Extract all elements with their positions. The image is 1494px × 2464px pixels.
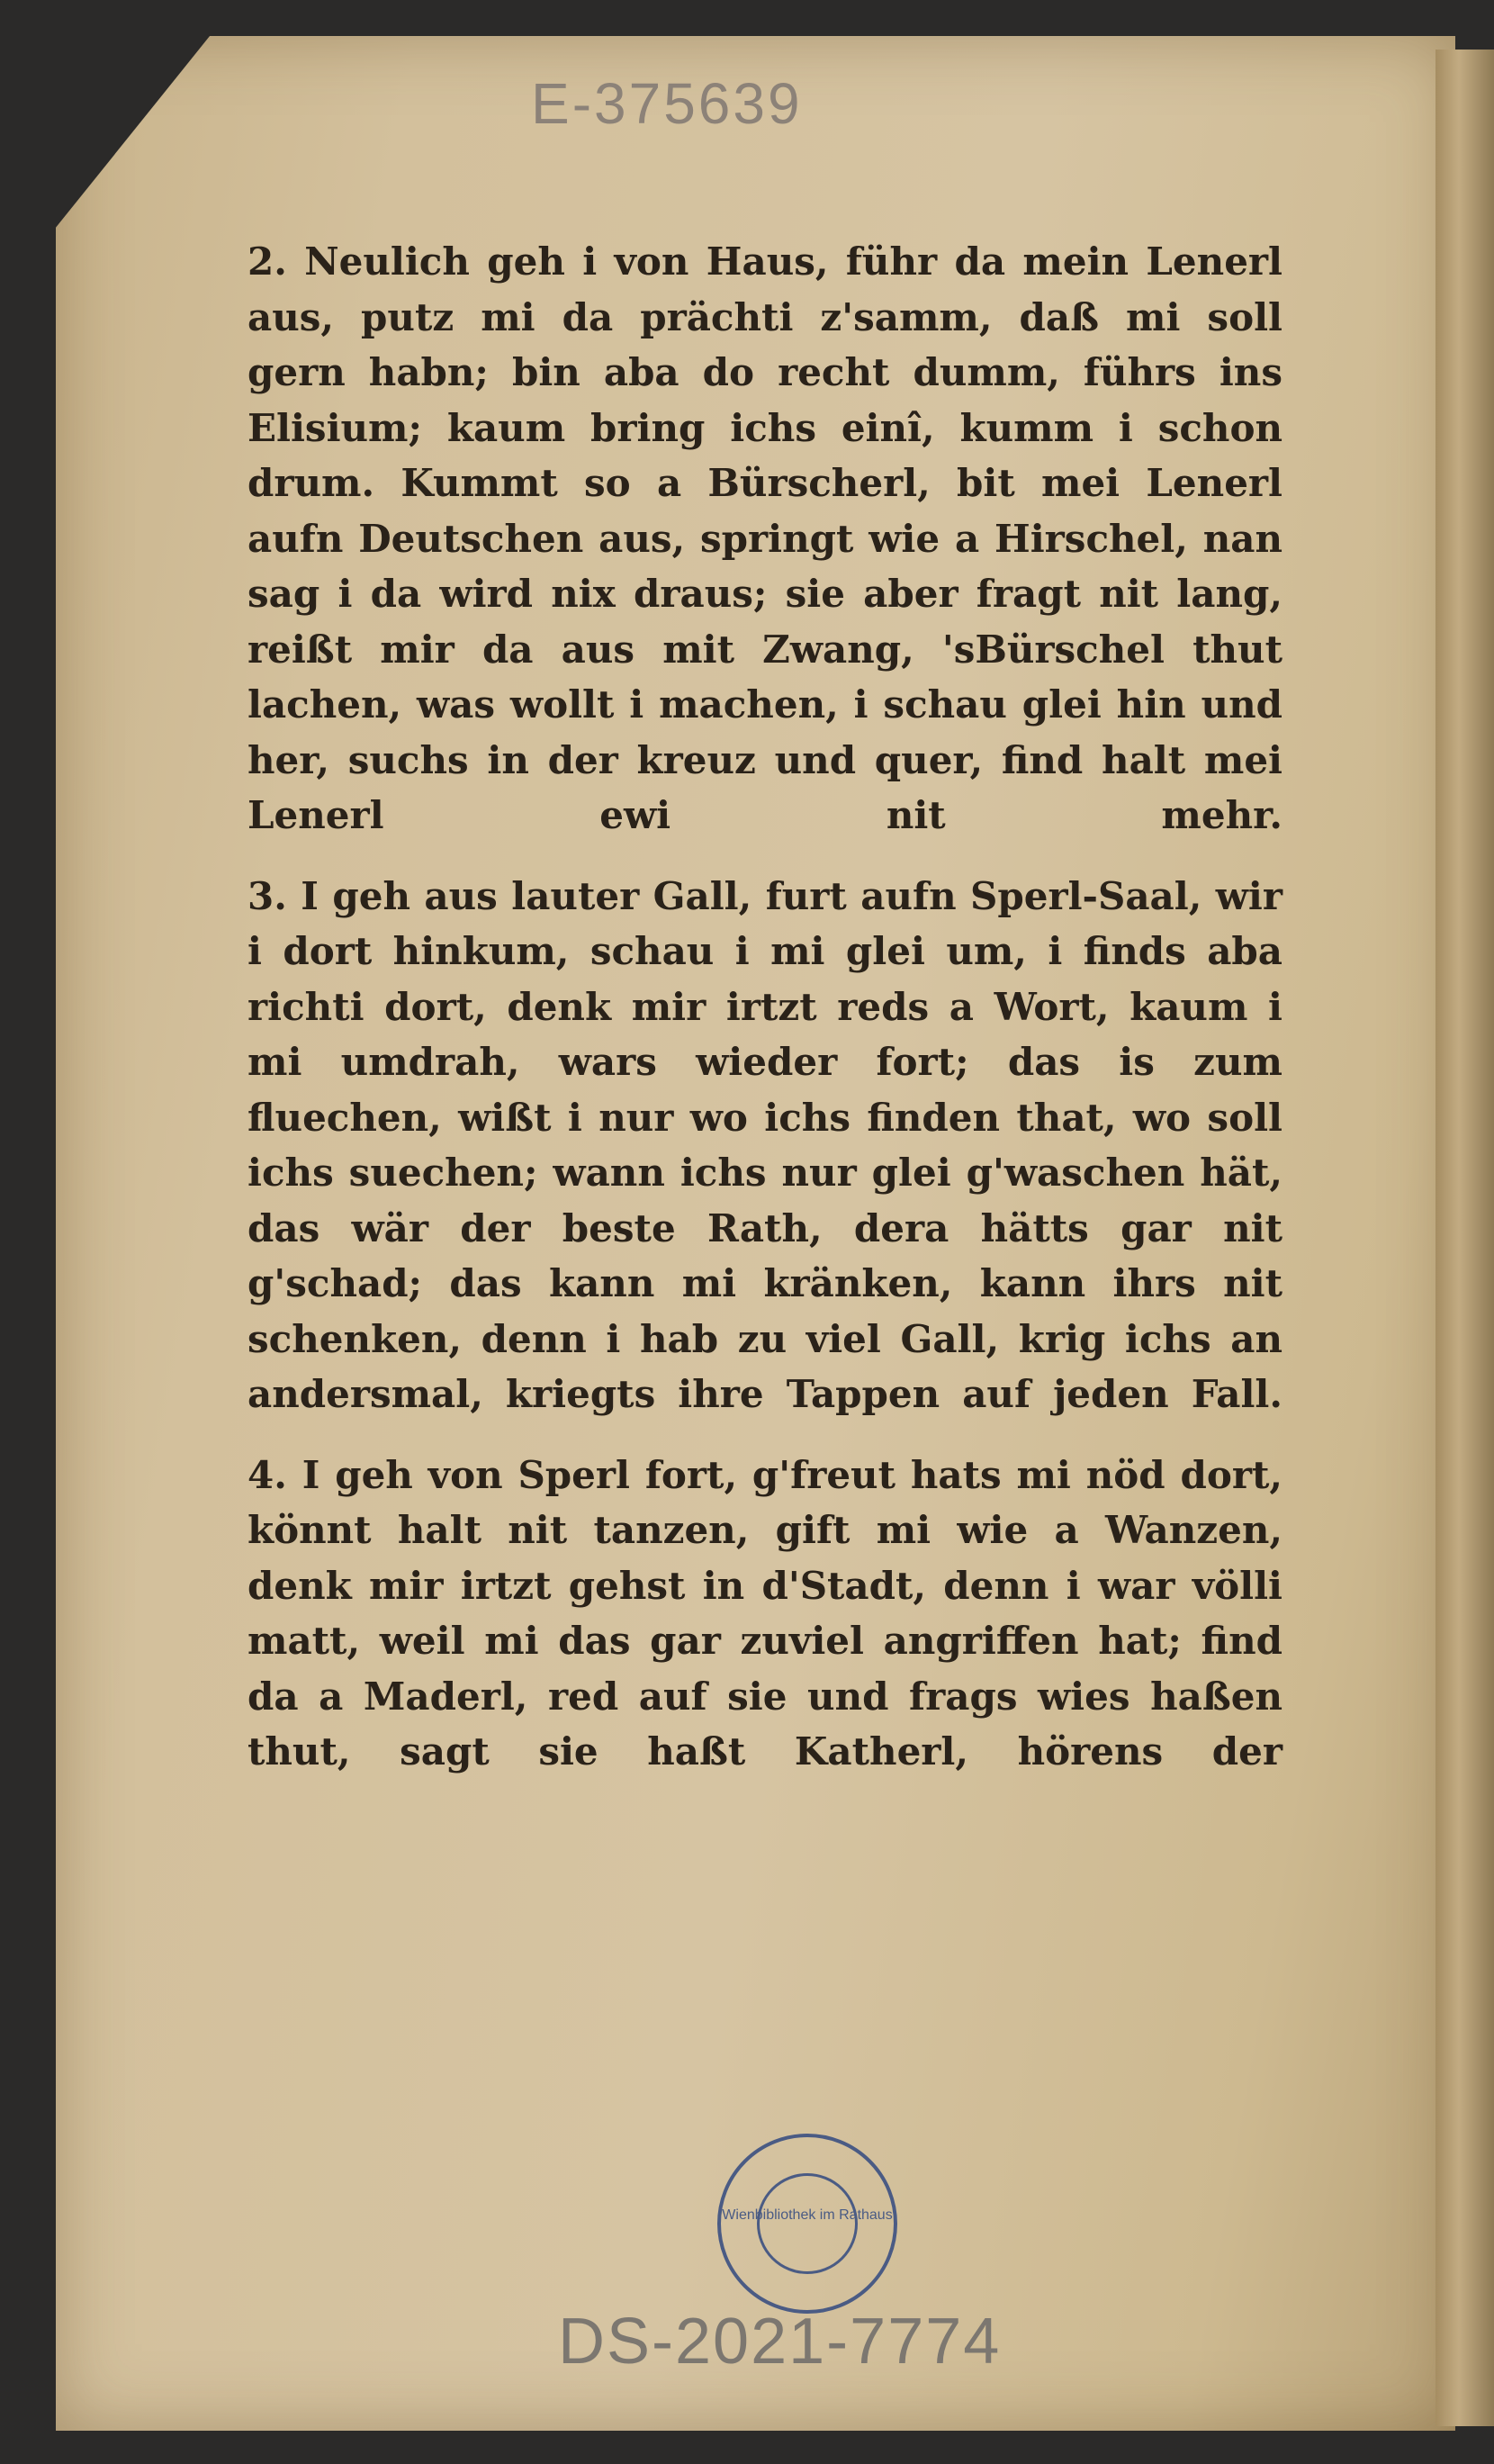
stanza-text: I geh aus lauter Gall, furt aufn Sperl-Saal, wir i dort hinkum, schau i mi glei um, i finds aba richti dort, denk mir irtzt reds a Wort, kaum i mi umdrah, wars wieder fort; das is zum fluechen, wißt i nur wo ichs finden that, wo soll ichs suechen; wann ichs nur glei g'waschen hät, das wär der beste Rath, dera hätts gar nit g'schad; das kann mi kränken, kann ihrs nit schenken, denn i hab zu viel Gall, krig ichs an andersmal, kriegts ihre Tappen auf jeden Fall. — [248, 873, 1282, 1416]
stanza-number: 2. — [248, 239, 287, 284]
song-text — [248, 234, 1282, 1805]
catalog-number-top: E-375639 — [531, 71, 803, 136]
stanza-number: 3. — [248, 873, 287, 918]
stanza-text: Neulich geh i von Haus, führ da mein Lenerl aus, putz mi da prächti z'samm, daß mi soll gern habn; bin aba do recht dumm, führs ins Elisium; kaum bring ichs einî, kumm i schon drum. Kummt so a Bürscherl, bit mei Lenerl aufn Deutschen aus, springt wie a Hirschel, nan sag i da wird nix draus; sie aber fragt nit lang, reißt mir da aus mit Zwang, 'sBürschel thut lachen, was wollt i machen, i schau glei hin und her, suchs in der kreuz und quer, find halt mei Lenerl ewi nit mehr. — [248, 239, 1282, 837]
stanza-text: I geh von Sperl fort, g'freut hats mi nöd dort, könnt halt nit tanzen, gift mi wie a Wanzen, denk mir irtzt gehst in d'Stadt, denn i war völli matt, weil mi das gar zuviel angriffen hat; find da a Maderl, red auf sie und frags wies haßen thut, sagt sie haßt Katherl, hörens der — [248, 1452, 1283, 1774]
library-stamp — [717, 2134, 897, 2314]
stanza-2 — [248, 234, 1282, 844]
stanza-3 — [248, 869, 1282, 1422]
stanza-number: 4. — [248, 1452, 287, 1497]
stanza-4 — [248, 1448, 1282, 1780]
catalog-number-bottom: DS-2021-7774 — [558, 2306, 1002, 2378]
stamp-seal-icon — [757, 2173, 858, 2274]
page-edge — [1436, 50, 1494, 2426]
stamp-label: Wienbibliothek im Rathaus — [722, 2207, 893, 2223]
